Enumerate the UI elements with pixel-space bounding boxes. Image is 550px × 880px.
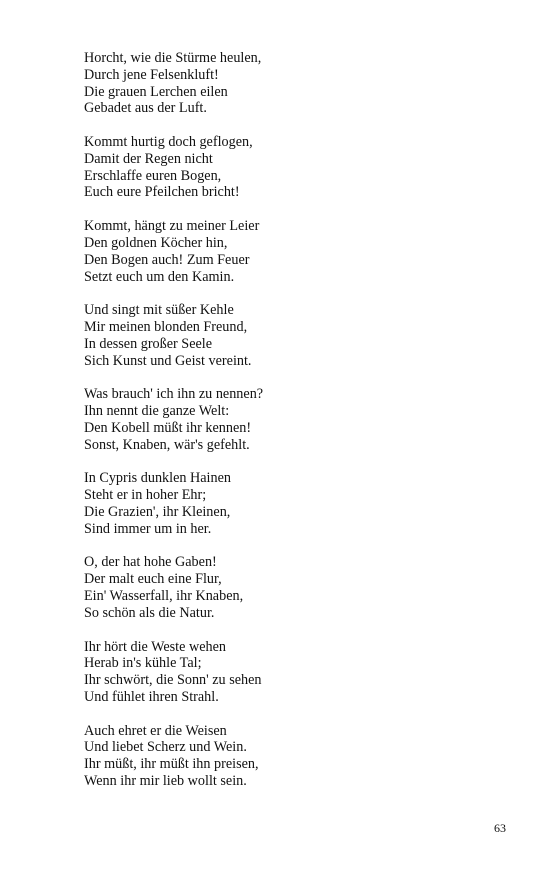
poem-line: Sonst, Knaben, wär's gefehlt. bbox=[84, 436, 250, 453]
stanza-5 bbox=[84, 386, 504, 453]
stanza-6 bbox=[84, 470, 504, 537]
poem-line: Den Bogen auch! Zum Feuer bbox=[84, 251, 250, 268]
poem-line: Setzt euch um den Kamin. bbox=[84, 268, 235, 285]
poem-line: Und fühlet ihren Strahl. bbox=[84, 688, 219, 705]
poem-line: Ein' Wasserfall, ihr Knaben, bbox=[84, 588, 244, 605]
poem-line: Ihr schwört, die Sonn' zu sehen bbox=[84, 672, 262, 689]
poem-line: In Cypris dunklen Hainen bbox=[84, 470, 231, 487]
poem-line: Der malt euch eine Flur, bbox=[84, 571, 222, 588]
poem-line: Sind immer um in her. bbox=[84, 520, 212, 537]
poem-line: Kommt hurtig doch geflogen, bbox=[84, 134, 253, 151]
poem-line: Mir meinen blonden Freund, bbox=[84, 319, 248, 336]
poem-line: O, der hat hohe Gaben! bbox=[84, 554, 217, 571]
stanza-2 bbox=[84, 134, 504, 201]
poem-line: In dessen großer Seele bbox=[84, 335, 213, 352]
poem-line: Sich Kunst und Geist vereint. bbox=[84, 352, 252, 369]
poem-line: So schön als die Natur. bbox=[84, 604, 215, 621]
poem-line: Herab in's kühle Tal; bbox=[84, 655, 202, 672]
stanza-8 bbox=[84, 639, 504, 706]
poem-line: Auch ehret er die Weisen bbox=[84, 722, 227, 739]
stanza-7 bbox=[84, 554, 504, 621]
poem-line: Ihr hört die Weste wehen bbox=[84, 638, 226, 655]
poem-line: Durch jene Felsenkluft! bbox=[84, 66, 219, 83]
poem-line: Den goldnen Köcher hin, bbox=[84, 234, 228, 251]
poem-body bbox=[84, 50, 504, 807]
stanza-3 bbox=[84, 218, 504, 285]
poem-line: Den Kobell müßt ihr kennen! bbox=[84, 419, 252, 436]
poem-line: Die grauen Lerchen eilen bbox=[84, 83, 228, 100]
poem-line: Und liebet Scherz und Wein. bbox=[84, 739, 247, 756]
poem-line: Wenn ihr mir lieb wollt sein. bbox=[84, 773, 247, 790]
poem-line: Euch eure Pfeilchen bricht! bbox=[84, 184, 240, 201]
poem-line: Damit der Regen nicht bbox=[84, 150, 213, 167]
poem-line: Was brauch' ich ihn zu nennen? bbox=[84, 386, 264, 403]
poem-line: Die Grazien', ihr Kleinen, bbox=[84, 503, 231, 520]
poem-line: Gebadet aus der Luft. bbox=[84, 100, 207, 117]
page-number: 63 bbox=[494, 821, 506, 835]
poem-line: Erschlaffe euren Bogen, bbox=[84, 167, 222, 184]
stanza-9 bbox=[84, 723, 504, 790]
stanza-4 bbox=[84, 302, 504, 369]
poem-line: Steht er in hoher Ehr; bbox=[84, 487, 207, 504]
poem-line: Ihn nennt die ganze Welt: bbox=[84, 403, 230, 420]
poem-line: Kommt, hängt zu meiner Leier bbox=[84, 218, 260, 235]
poem-line: Und singt mit süßer Kehle bbox=[84, 302, 234, 319]
stanza-1 bbox=[84, 50, 504, 117]
poem-line: Horcht, wie die Stürme heulen, bbox=[84, 50, 262, 66]
poem-line: Ihr müßt, ihr müßt ihn preisen, bbox=[84, 756, 259, 773]
